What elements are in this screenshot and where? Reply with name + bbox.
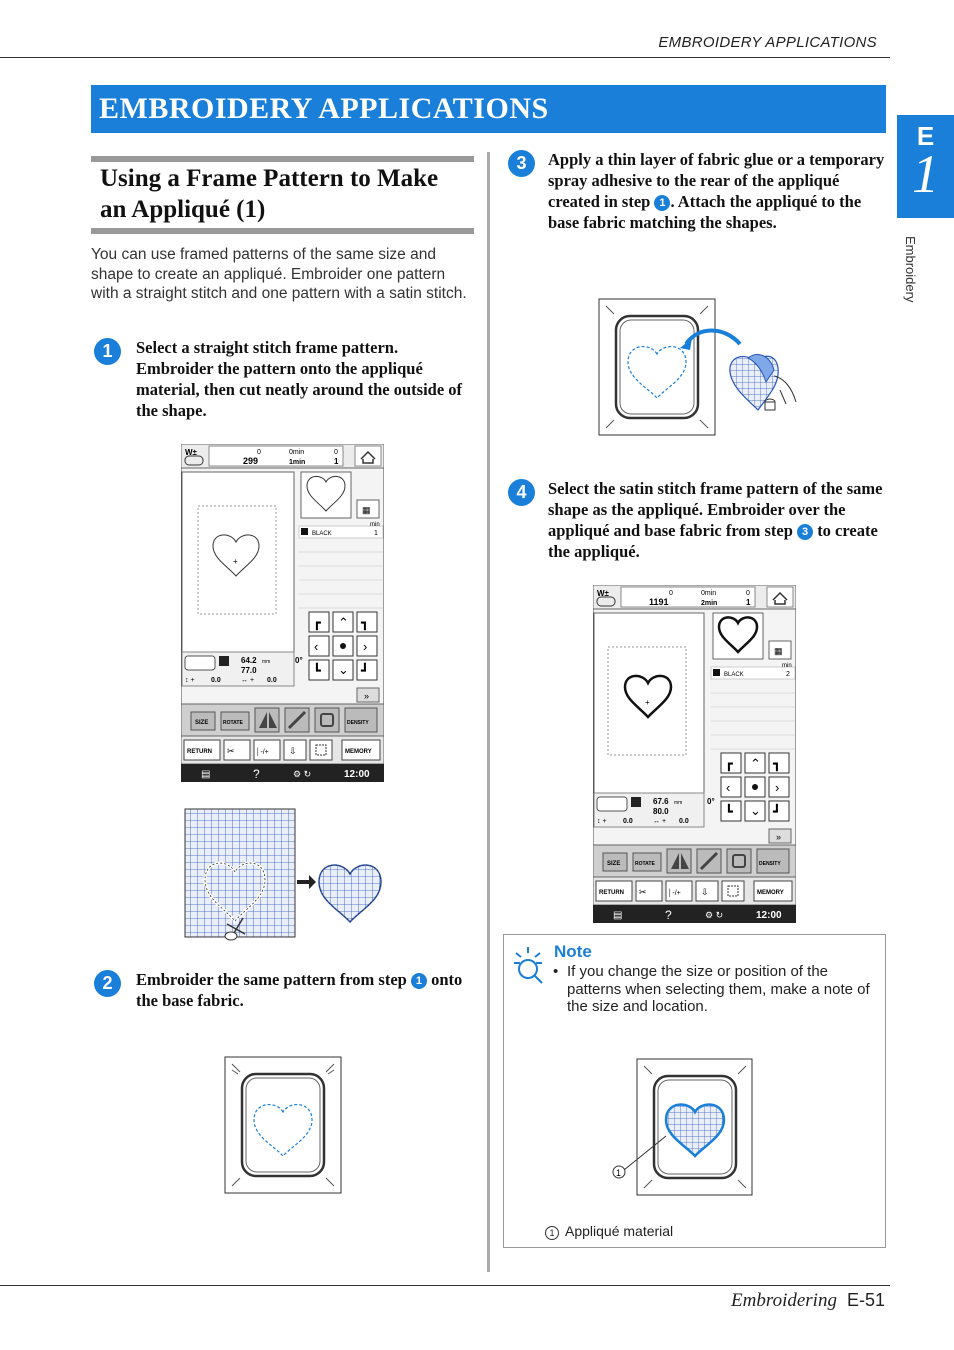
- caption-number: 1: [545, 1226, 559, 1240]
- svg-text:↔ +: ↔ +: [241, 677, 255, 684]
- header-rule: [0, 57, 890, 58]
- help-icon-2[interactable]: ?: [665, 908, 672, 922]
- screen1-offset-h: 0.0: [267, 677, 277, 684]
- lcd-screen-1: [181, 444, 384, 782]
- screen2-time-top: 0min: [701, 590, 717, 597]
- step-2-text-b: onto the base fabric.: [136, 970, 463, 1010]
- manual-icon-2[interactable]: ▤: [613, 910, 623, 921]
- scissors-icon: ✂: [227, 746, 235, 756]
- screen1-stitch-count: 299: [243, 456, 259, 466]
- screen2-color-top: 0: [746, 590, 750, 597]
- note-body: If you change the size or position of the patterns when selecting them, make a note of the size and location.: [567, 963, 870, 1015]
- running-header: EMBROIDERY APPLICATIONS: [658, 34, 877, 51]
- trial-button[interactable]: [310, 740, 332, 760]
- screen1-time-top: 0min: [289, 449, 305, 456]
- svg-text:▦: ▦: [774, 646, 783, 656]
- svg-text:‹: ‹: [314, 639, 319, 654]
- note-title: Note: [554, 942, 592, 961]
- svg-text:┛: ┛: [361, 663, 369, 678]
- screen1-return-label: RETURN: [187, 749, 212, 755]
- section-title-line2: an Appliqué (1): [100, 196, 266, 223]
- screen1-height: 77.0: [241, 666, 257, 675]
- applique-illustration: [608, 1058, 753, 1198]
- screen1-min-value: 1: [374, 530, 378, 537]
- screen2-angle: 0°: [707, 797, 715, 806]
- step-3-ref: 1: [654, 195, 670, 211]
- step-1-text: Select a straight stitch frame pattern. Embroider the pattern onto the appliqué material, then cut neatly around the outside of the shape.: [136, 338, 463, 420]
- screen2-density-label: DENSITY: [759, 861, 781, 867]
- screen2-height: 80.0: [653, 807, 669, 816]
- screen2-color-bottom: 1: [746, 598, 751, 607]
- svg-text:»: »: [776, 832, 782, 842]
- svg-text:▦: ▦: [362, 505, 371, 515]
- screen1-color-bottom: 1: [334, 457, 339, 466]
- svg-text:⌄: ⌄: [338, 662, 349, 677]
- section-rule-top: [91, 156, 474, 162]
- cut-out-illustration: [183, 806, 385, 946]
- svg-text:│-/+: │-/+: [668, 890, 681, 897]
- svg-text:+: +: [233, 557, 238, 566]
- base-fabric-illustration: [224, 1056, 342, 1194]
- step-3-text-b: . Attach the appliqué to the base fabric matching the shapes.: [548, 192, 862, 232]
- page-title: EMBROIDERY APPLICATIONS: [91, 85, 886, 133]
- screen1-thread-name: BLACK: [312, 531, 332, 537]
- svg-text:⇩: ⇩: [289, 746, 297, 756]
- frame-button[interactable]: [315, 708, 339, 732]
- arrow-right-icon: [297, 875, 316, 889]
- step-3-text: [548, 149, 886, 233]
- chapter-tab[interactable]: [897, 115, 954, 218]
- screen2-return-label: RETURN: [599, 890, 624, 896]
- chapter-number: 1: [912, 144, 939, 204]
- step-3-number: 3: [508, 150, 535, 177]
- step-2-text: [136, 969, 476, 1011]
- screen2-arrow-pad[interactable]: [721, 753, 789, 821]
- screen2-min-label: min: [782, 663, 792, 669]
- note-bullet: •: [553, 963, 559, 980]
- svg-text:┓: ┓: [361, 615, 369, 630]
- screen1-rotate-label: ROTATE: [223, 720, 243, 726]
- step-4-ref: 3: [797, 524, 813, 540]
- section-rule-bottom: [91, 228, 474, 234]
- screen1-angle: 0°: [295, 656, 303, 665]
- chapter-side-label: Embroidery: [903, 236, 918, 303]
- caption-text: Appliqué material: [565, 1223, 674, 1239]
- svg-text:┏: ┏: [313, 615, 321, 630]
- help-icon[interactable]: ?: [253, 767, 260, 781]
- screen1-arrow-pad[interactable]: [309, 612, 377, 680]
- screen1-width: 64.2: [241, 656, 257, 665]
- section-title-line1: Using a Frame Pattern to Make: [100, 165, 439, 192]
- screen1-unit: mm: [262, 659, 271, 665]
- svg-text:⇩: ⇩: [701, 887, 709, 897]
- step-4-text: [548, 478, 886, 562]
- settings-icon-2[interactable]: ⚙ ↻: [705, 910, 724, 920]
- lcd-screen-2: [593, 585, 796, 923]
- screen2-stitch-zero: 0: [669, 590, 673, 597]
- note-text: [553, 963, 879, 1016]
- screen1-min-label: min: [370, 522, 380, 528]
- svg-text:┗: ┗: [725, 804, 733, 819]
- screen2-thread-name: BLACK: [724, 672, 744, 678]
- step-2-ref: 1: [411, 973, 427, 989]
- svg-text:⌃: ⌃: [750, 756, 761, 771]
- screen2-offset-h: 0.0: [679, 818, 689, 825]
- intro-paragraph: You can use framed patterns of the same size and shape to create an appliqué. Embroider one pattern with a straight stitch and one pattern with a satin stitch.: [91, 246, 467, 302]
- screen1-color-top: 0: [334, 449, 338, 456]
- step-4-number: 4: [508, 479, 535, 506]
- screen1-offset-v: 0.0: [211, 677, 221, 684]
- footer: [731, 1290, 885, 1312]
- screen2-clock: 12:00: [756, 910, 782, 921]
- screen1-stitch-zero: 0: [257, 449, 261, 456]
- note-caption: [545, 1223, 673, 1240]
- step-1-number: 1: [94, 338, 121, 365]
- settings-icon[interactable]: ⚙ ↻: [293, 769, 312, 779]
- screen1-time-bottom: 1min: [289, 459, 306, 466]
- screen1-clock: 12:00: [344, 769, 370, 780]
- screen1-memory-label: MEMORY: [345, 749, 372, 755]
- svg-text:↕ +: ↕ +: [185, 677, 195, 684]
- step-4-text-b: to create the appliqué.: [548, 521, 878, 561]
- svg-text:⌄: ⌄: [750, 803, 761, 818]
- svg-text:W±: W±: [597, 589, 609, 598]
- footer-section: Embroidering: [731, 1290, 837, 1311]
- svg-text:‹: ‹: [726, 780, 731, 795]
- svg-text:»: »: [364, 691, 370, 701]
- svg-text:›: ›: [363, 639, 368, 654]
- chapter-letter: E: [916, 121, 935, 151]
- svg-text:+: +: [645, 698, 650, 707]
- screen2-size-label: SIZE: [607, 861, 621, 867]
- svg-text:↔ +: ↔ +: [653, 818, 667, 825]
- svg-text:│-/+: │-/+: [256, 749, 269, 756]
- screen1-density-label: DENSITY: [347, 720, 369, 726]
- svg-text:┛: ┛: [773, 804, 781, 819]
- footer-rule: [0, 1285, 890, 1286]
- step-4-text-a: Select the satin stitch frame pattern of the same shape as the appliqué. Embroider over the appliqué and base fabric from step: [548, 479, 883, 540]
- step-3-text-a: Apply a thin layer of fabric glue or a temporary spray adhesive to the rear of the appliqué created in step: [548, 150, 885, 211]
- note-callout: 1: [616, 1168, 622, 1178]
- step-2-text-a: Embroider the same pattern from step: [136, 970, 411, 989]
- svg-text:›: ›: [775, 780, 780, 795]
- screen2-time-bottom: 2min: [701, 600, 718, 607]
- scissors-icon-2: ✂: [639, 887, 647, 897]
- frame-button-2[interactable]: [727, 849, 751, 873]
- screen2-width: 67.6: [653, 797, 669, 806]
- svg-text:W±: W±: [185, 448, 197, 457]
- manual-icon[interactable]: ▤: [201, 769, 211, 780]
- screen2-offset-v: 0.0: [623, 818, 633, 825]
- svg-text:┗: ┗: [313, 663, 321, 678]
- trial-button-2[interactable]: [722, 881, 744, 901]
- screen1-size-label: SIZE: [195, 720, 209, 726]
- column-divider: [487, 152, 490, 1272]
- screen2-min-value: 2: [786, 671, 790, 678]
- svg-text:┏: ┏: [725, 756, 733, 771]
- screen2-rotate-label: ROTATE: [635, 861, 655, 867]
- glue-illustration: [598, 298, 802, 438]
- svg-text:↕ +: ↕ +: [597, 818, 607, 825]
- section-title: [100, 163, 470, 225]
- svg-text:┓: ┓: [773, 756, 781, 771]
- svg-text:⌃: ⌃: [338, 615, 349, 630]
- note-lightbulb-icon: [512, 945, 548, 985]
- screen2-memory-label: MEMORY: [757, 890, 784, 896]
- screen2-unit: mm: [674, 800, 683, 806]
- step-2-number: 2: [94, 970, 121, 997]
- page-number: E-51: [846, 1290, 885, 1310]
- screen2-stitch-count: 1191: [649, 597, 669, 607]
